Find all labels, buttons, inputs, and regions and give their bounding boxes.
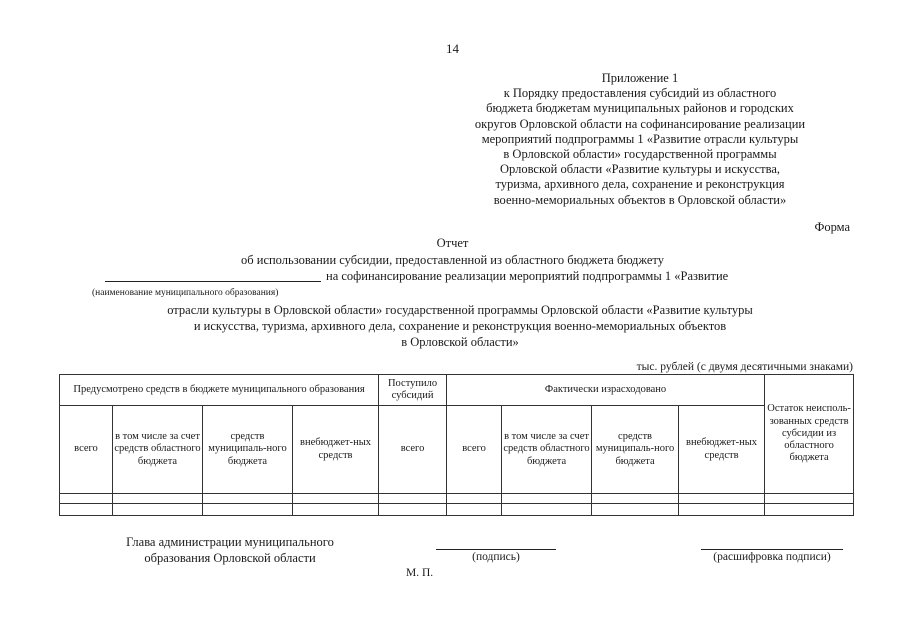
appendix-line: к Порядку предоставления субсидий из областного — [503, 86, 777, 101]
table-cell — [379, 504, 447, 516]
head-line: образования Орловской области — [144, 551, 316, 565]
signature-decoding-line — [701, 549, 843, 550]
header-remainder: Остаток неисполь-зованных средств субсидии из областного бюджета — [765, 375, 854, 494]
report-body-line: в Орловской области» — [401, 335, 519, 349]
header-received: Поступило субсидий — [379, 375, 447, 406]
col-spent-total: всего — [447, 406, 502, 494]
col-spent-regional: в том числе за счет средств областного бюджета — [502, 406, 592, 494]
col-planned-municipal: средств муниципаль-ного бюджета — [203, 406, 293, 494]
head-line: Глава администрации муниципального — [126, 535, 334, 549]
appendix-line: мероприятий подпрограммы 1 «Развитие отрасли культуры — [481, 131, 799, 146]
table-row — [60, 494, 854, 504]
report-subtitle: об использовании субсидии, предоставленной из областного бюджета бюджету — [241, 253, 664, 267]
report-line2: на софинансирование реализации мероприятий подпрограммы 1 «Развитие — [326, 269, 729, 283]
stamp-placeholder: М. П. — [406, 567, 434, 579]
col-planned-total: всего — [60, 406, 113, 494]
report-table — [59, 374, 854, 516]
col-spent-extrabudget: внебюджет-ных средств — [679, 406, 765, 494]
report-body-line: отрасли культуры в Орловской области» государственной программы Орловской области «Развитие культуры — [167, 303, 753, 317]
municipality-hint: (наименование муниципального образования) — [92, 288, 279, 298]
table-cell — [502, 494, 592, 504]
table-cell — [113, 504, 203, 516]
appendix-line: в Орловской области» государственной программы — [503, 147, 777, 162]
report-title: Отчет — [436, 236, 469, 250]
report-body — [60, 302, 860, 350]
table-cell — [113, 494, 203, 504]
municipality-name-line — [105, 281, 321, 282]
table-cell — [60, 494, 113, 504]
appendix-line: военно-мемориальных объектов в Орловской области» — [493, 192, 787, 207]
appendix-line: бюджета бюджетам муниципальных районов и городских — [486, 101, 794, 116]
table-cell — [679, 504, 765, 516]
appendix-header — [440, 71, 840, 208]
table-cell — [502, 504, 592, 516]
head-of-administration — [100, 534, 360, 566]
table-cell — [60, 504, 113, 516]
col-planned-extrabudget: внебюджет-ных средств — [293, 406, 379, 494]
table-cell — [765, 504, 854, 516]
table-cell — [203, 494, 293, 504]
signature-line — [436, 549, 556, 550]
table-cell — [592, 494, 679, 504]
appendix-line: Орловской области «Развитие культуры и искусства, — [499, 162, 781, 177]
report-body-line: и искусства, туризма, архивного дела, сохранение и реконструкция военно-мемориальных объектов — [193, 319, 727, 333]
col-spent-municipal: средств муниципаль-ного бюджета — [592, 406, 679, 494]
header-spent: Фактически израсходовано — [447, 375, 765, 406]
form-label: Форма — [814, 220, 850, 234]
table-cell — [203, 504, 293, 516]
signature-caption: (подпись) — [472, 551, 520, 563]
table-cell — [447, 504, 502, 516]
table-cell — [447, 494, 502, 504]
table-cell — [765, 494, 854, 504]
table-cell — [379, 494, 447, 504]
decoding-caption: (расшифровка подписи) — [713, 551, 831, 563]
col-planned-regional: в том числе за счет средств областного бюджета — [113, 406, 203, 494]
appendix-line: туризма, архивного дела, сохранение и реконструкция — [495, 177, 785, 192]
units-note: тыс. рублей (с двумя десятичными знаками) — [636, 361, 853, 373]
appendix-line: Приложение 1 — [601, 71, 679, 85]
table-row — [60, 504, 854, 516]
table-cell — [679, 494, 765, 504]
table-cell — [592, 504, 679, 516]
col-received-total: всего — [379, 406, 447, 494]
header-planned: Предусмотрено средств в бюджете муниципального образования — [60, 375, 379, 406]
appendix-line: округов Орловской области на софинансирование реализации — [474, 116, 806, 131]
table-cell — [293, 504, 379, 516]
table-cell — [293, 494, 379, 504]
page-number: 14 — [446, 41, 459, 56]
